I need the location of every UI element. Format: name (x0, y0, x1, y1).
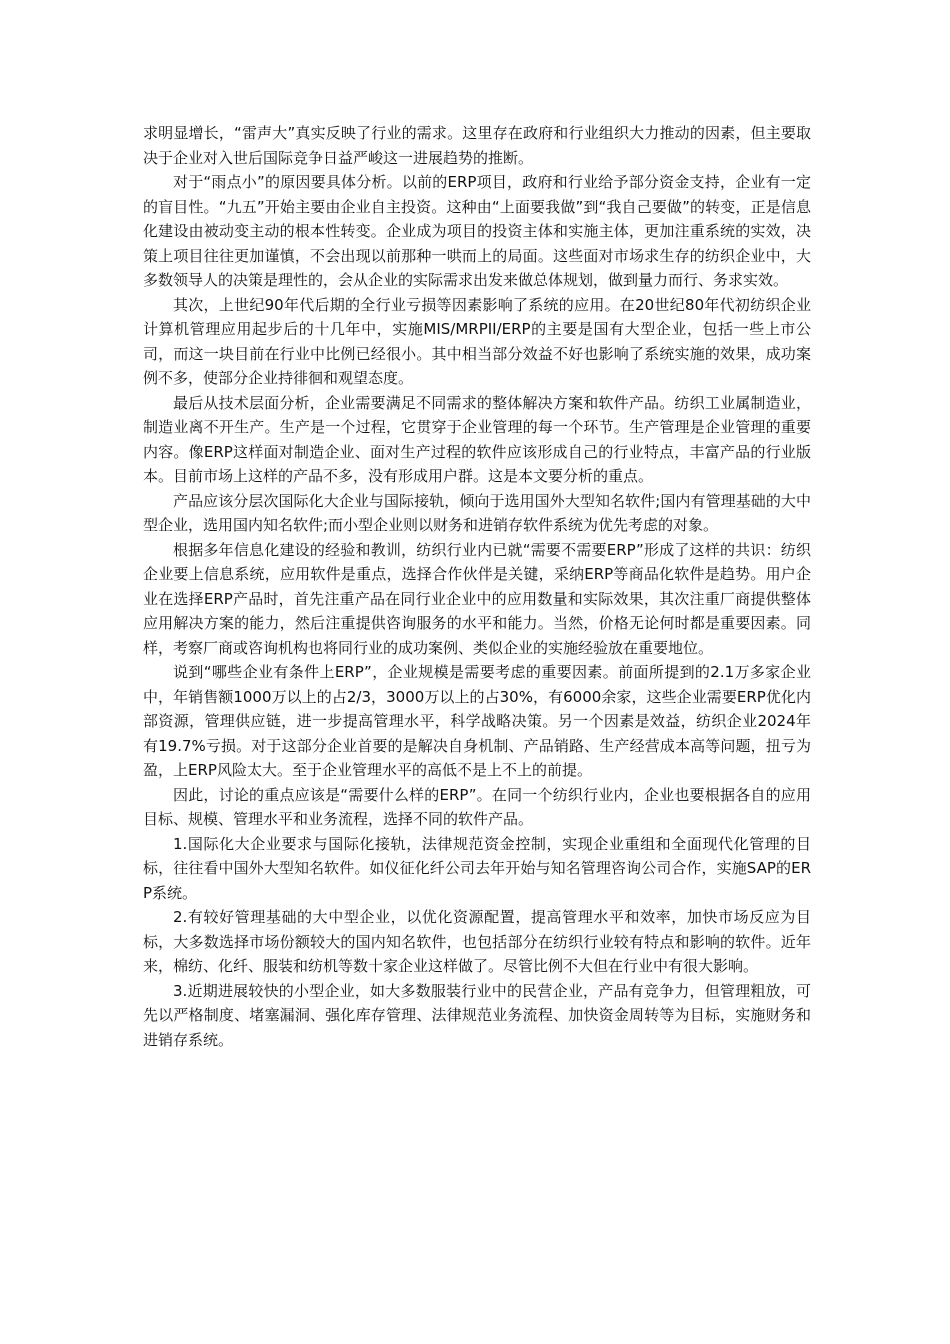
paragraph-industry-consensus: 根据多年信息化建设的经验和教训，纺织行业内已就“需要不需要ERP”形成了这样的共识：纺织企业要上信息系统，应用软件是重点，选择合作伙伴是关键，采纳ERP等商品化软件是趋势。用户企业在选择ERP产品时，首先注重产品在同行业企业中的应用数量和实际效果，其次注重厂商提供整体应用解决方案的能力，然后注重提供咨询服务的水平和能力。当然，价格无论何时都是重要因素。同样，考察厂商或咨询机构也将同行业的成功案例、类似企业的实施经验放在重要地位。 (143, 540, 811, 657)
paragraph-item-1: 1.国际化大企业要求与国际化接轨，法律规范资金控制，实现企业重组和全面现代化管理的目标，往往看中国外大型知名软件。如仪征化纤公司去年开始与知名管理咨询公司合作，实施SAP的ERP系统。 (143, 834, 811, 902)
paragraph-product-tiers: 产品应该分层次国际化大企业与国际接轨，倾向于选用国外大型知名软件;国内有管理基础的大中型企业，选用国内知名软件;而小型企业则以财务和进销存软件系统为优先考虑的对象。 (143, 491, 811, 534)
paragraph-item-3: 3.近期进展较快的小型企业，如大多数服装行业中的民营企业，产品有竞争力，但管理粗放，可先以严格制度、堵塞漏洞、强化库存管理、法律规范业务流程、加快资金周转等为目标，实施财务和进销存系统。 (143, 981, 811, 1049)
paragraph-discussion-focus: 因此，讨论的重点应该是“需要什么样的ERP”。在同一个纺织行业内，企业也要根据各自的应用目标、规模、管理水平和业务流程，选择不同的软件产品。 (143, 785, 811, 828)
paragraph-item-2: 2.有较好管理基础的大中型企业，以优化资源配置，提高管理水平和效率，加快市场反应为目标，大多数选择市场份额较大的国内知名软件，也包括部分在纺织行业较有特点和影响的软件。近年来，棉纺、化纤、服装和纺机等数十家企业这样做了。尽管比例不大但在行业中有很大影响。 (143, 908, 811, 975)
paragraph-industry-loss: 其次，上世纪90年代后期的全行业亏损等因素影响了系统的应用。在20世纪80年代初纺织企业计算机管理应用起步后的十几年中，实施MIS/MRPII/ERP的主要是国有大型企业，包括一些上市公司，而这一块目前在行业中比例已经很小。其中相当部分效益不好也影响了系统实施的效果，成功案例不多，使部分企业持徘徊和观望态度。 (143, 295, 811, 387)
paragraph-technical-analysis: 最后从技术层面分析，企业需要满足不同需求的整体解决方案和软件产品。纺织工业属制造业，制造业离不开生产。生产是一个过程，它贯穿于企业管理的每一个环节。生产管理是企业管理的重要内容。像ERP这样面对制造企业、面对生产过程的软件应该形成自己的行业特点，丰富产品的行业版本。目前市场上这样的产品不多，没有形成用户群。这是本文要分析的重点。 (143, 393, 811, 485)
document-body (143, 121, 811, 1052)
paragraph-continuation: 求明显增长，“雷声大”真实反映了行业的需求。这里存在政府和行业组织大力推动的因素，但主要取决于企业对入世后国际竞争日益严峻这一进展趋势的推断。 (143, 124, 811, 167)
paragraph-enterprise-conditions: 说到“哪些企业有条件上ERP”，企业规模是需要考虑的重要因素。前面所提到的2.1万多家企业中，年销售额1000万以上的占2/3，3000万以上的占30%，有6000余家，这些企业需要ERP优化内部资源，管理供应链，进一步提高管理水平，科学战略决策。另一个因素是效益，纺织企业2024年有19.7%亏损。对于这部分企业首要的是解决自身机制、产品销路、生产经营成本高等问题，扭亏为盈，上ERP风险太大。至于企业管理水平的高低不是上不上的前提。 (143, 663, 811, 779)
paragraph-rain-analysis: 对于“雨点小”的原因要具体分析。以前的ERP项目，政府和行业给予部分资金支持，企业有一定的盲目性。“九五”开始主要由企业自主投资。这种由“上面要我做”到“我自己要做”的转变，正是信息化建设由被动变主动的根本性转变。企业成为项目的投资主体和实施主体，更加注重系统的实效，决策上项目往往更加谨慎，不会出现以前那种一哄而上的局面。这些面对市场求生存的纺织企业中，大多数领导人的决策是理性的，会从企业的实际需求出发来做总体规划，做到量力而行、务求实效。 (143, 173, 811, 289)
